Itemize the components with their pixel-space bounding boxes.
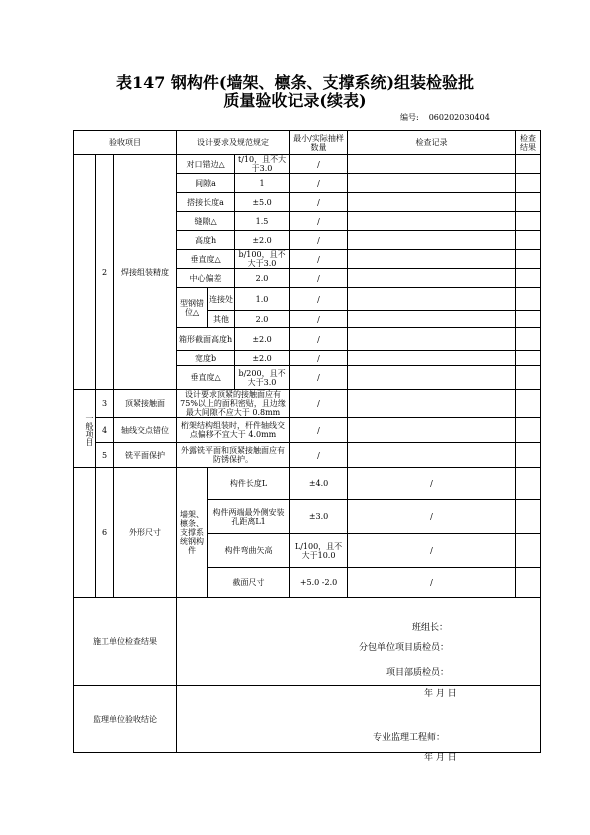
general-items-label: 一般项目 (74, 390, 96, 468)
requirement: 2.0 (235, 311, 290, 328)
sample-count: / (290, 250, 348, 269)
check-result-cell[interactable] (516, 155, 541, 174)
sample-count: / (290, 212, 348, 231)
engineer-label: 专业监理工程师： (373, 733, 446, 743)
project-inspector-label: 项目部质检员： (386, 668, 450, 678)
sub-item-name: 宽度b (177, 351, 235, 366)
check-record-cell[interactable] (348, 390, 516, 418)
check-result-cell[interactable] (516, 418, 541, 443)
item-no: 2 (96, 155, 114, 390)
contractor-row (74, 598, 541, 686)
sample-count: +5.0 -2.0 (290, 568, 348, 598)
requirement: ±2.0 (235, 351, 290, 366)
sub-item-name: 缝隙△ (177, 212, 235, 231)
sub-group-label: 型钢错位△ (177, 288, 208, 328)
check-result-cell[interactable] (516, 212, 541, 231)
check-record-cell[interactable] (348, 311, 516, 328)
check-record-cell[interactable] (348, 231, 516, 250)
check-record-cell: / (348, 534, 516, 568)
check-record-cell[interactable] (348, 351, 516, 366)
sub-item-name: 构件弯曲矢高 (208, 534, 290, 568)
check-result-cell[interactable] (516, 534, 541, 568)
table-row (74, 418, 541, 443)
sample-count: ±3.0 (290, 500, 348, 534)
item-name: 外形尺寸 (114, 468, 177, 598)
sample-count: / (290, 418, 348, 443)
item-name: 焊接组装精度 (114, 155, 177, 390)
requirement: 2.0 (235, 269, 290, 288)
item-name: 顶紧接触面 (114, 390, 177, 418)
check-result-cell[interactable] (516, 443, 541, 468)
sample-count: / (290, 390, 348, 418)
team-leader-label: 班组长： (412, 623, 449, 633)
check-record-cell[interactable] (348, 155, 516, 174)
sub-item-name: 构件两端最外侧安装孔距离L1 (208, 500, 290, 534)
check-record-cell: / (348, 500, 516, 534)
requirement: b/100，且不大于3.0 (235, 250, 290, 269)
sub-group-label: 墙架、檩条、支撑系统钢构件 (177, 468, 208, 598)
col-record: 检查记录 (348, 131, 516, 155)
sample-count: / (290, 193, 348, 212)
check-result-cell[interactable] (516, 328, 541, 351)
item-name: 轴线交点错位 (114, 418, 177, 443)
sub-item-name: 中心偏差 (177, 269, 235, 288)
check-result-cell[interactable] (516, 568, 541, 598)
sample-count: / (290, 288, 348, 311)
supervisor-result-cell[interactable] (177, 686, 541, 753)
check-record-cell[interactable] (348, 174, 516, 193)
sample-count: L/100，且不大于10.0 (290, 534, 348, 568)
sub-item-name: 连接处 (208, 288, 235, 311)
requirement: 桁架结构组装时，杆件轴线交点偏移不宜大于 4.0mm (177, 418, 290, 443)
sample-count: / (290, 231, 348, 250)
check-record-cell[interactable] (348, 193, 516, 212)
requirement: 1 (235, 174, 290, 193)
check-result-cell[interactable] (516, 269, 541, 288)
sample-count: / (290, 174, 348, 193)
requirement: t/10，且不大于3.0 (235, 155, 290, 174)
item-no: 4 (96, 418, 114, 443)
sample-count: / (290, 328, 348, 351)
sample-count: / (290, 311, 348, 328)
sub-item-name: 垂直度△ (177, 366, 235, 390)
table-row (74, 443, 541, 468)
header-row (74, 131, 541, 155)
requirement: 设计要求顶紧的接触面应有75%以上的面积密贴，且边缘最大间隙不应大于 0.8mm (177, 390, 290, 418)
check-result-cell[interactable] (516, 500, 541, 534)
item-no: 3 (96, 390, 114, 418)
check-result-cell[interactable] (516, 351, 541, 366)
check-result-cell[interactable] (516, 193, 541, 212)
check-result-cell[interactable] (516, 390, 541, 418)
table-row (74, 390, 541, 418)
requirement: ±2.0 (235, 328, 290, 351)
supervisor-label: 监理单位验收结论 (74, 686, 177, 753)
general-empty (74, 468, 96, 598)
item-name: 铣平面保护 (114, 443, 177, 468)
requirement: ±2.0 (235, 231, 290, 250)
col-result: 检查结果 (516, 131, 541, 155)
sub-item-name: 间隙a (177, 174, 235, 193)
check-record-cell[interactable] (348, 328, 516, 351)
form-subtitle: 质量验收记录(续表) (223, 91, 367, 110)
requirement: 1.5 (235, 212, 290, 231)
requirement: ±5.0 (235, 193, 290, 212)
sub-inspector-label: 分包单位项目质检员： (359, 643, 450, 653)
sub-item-name: 搭接长度a (177, 193, 235, 212)
sub-item-name: 箱形截面高度h (177, 328, 235, 351)
check-result-cell[interactable] (516, 174, 541, 193)
sample-count: ±4.0 (290, 468, 348, 500)
general-empty (74, 155, 96, 390)
sample-count: / (290, 366, 348, 390)
code-value: 060202030404 (428, 113, 490, 122)
check-record-cell: / (348, 468, 516, 500)
inspection-table (73, 130, 541, 753)
sample-count: / (290, 269, 348, 288)
sample-count: / (290, 443, 348, 468)
check-record-cell[interactable] (348, 212, 516, 231)
check-result-cell[interactable] (516, 468, 541, 500)
sub-item-name: 其他 (208, 311, 235, 328)
check-record-cell[interactable] (348, 269, 516, 288)
contractor-label: 施工单位检查结果 (74, 598, 177, 686)
col-sample: 最小/实际抽样数量 (290, 131, 348, 155)
check-record-cell[interactable] (348, 366, 516, 390)
date-contractor: 年 月 日 (424, 689, 457, 699)
sub-item-name: 高度h (177, 231, 235, 250)
form-code (400, 112, 500, 123)
sample-count: / (290, 155, 348, 174)
sub-item-name: 垂直度△ (177, 250, 235, 269)
col-item: 验收项目 (74, 131, 177, 155)
check-result-cell[interactable] (516, 231, 541, 250)
check-result-cell[interactable] (516, 250, 541, 269)
sample-count: / (290, 351, 348, 366)
check-result-cell[interactable] (516, 366, 541, 390)
col-design: 设计要求及规范规定 (177, 131, 290, 155)
check-record-cell[interactable] (348, 418, 516, 443)
sub-item-name: 对口错边△ (177, 155, 235, 174)
check-record-cell: / (348, 568, 516, 598)
check-record-cell[interactable] (348, 250, 516, 269)
requirement: 1.0 (235, 288, 290, 311)
requirement: 外露铣平面和顶紧接触面应有防锈保护。 (177, 443, 290, 468)
table-row (74, 468, 541, 500)
check-result-cell[interactable] (516, 288, 541, 311)
item-no: 5 (96, 443, 114, 468)
date-supervisor: 年 月 日 (424, 753, 457, 763)
item-no: 6 (96, 468, 114, 598)
table-row (74, 155, 541, 174)
sub-item-name: 截面尺寸 (208, 568, 290, 598)
form-title: 表147 钢构件(墙架、檩条、支撑系统)组装检验批 (115, 73, 475, 92)
supervisor-row (74, 686, 541, 753)
sub-item-name: 构件长度L (208, 468, 290, 500)
check-record-cell[interactable] (348, 443, 516, 468)
check-result-cell[interactable] (516, 311, 541, 328)
check-record-cell[interactable] (348, 288, 516, 311)
requirement: b/200，且不大于3.0 (235, 366, 290, 390)
code-label: 编号: (400, 113, 419, 122)
